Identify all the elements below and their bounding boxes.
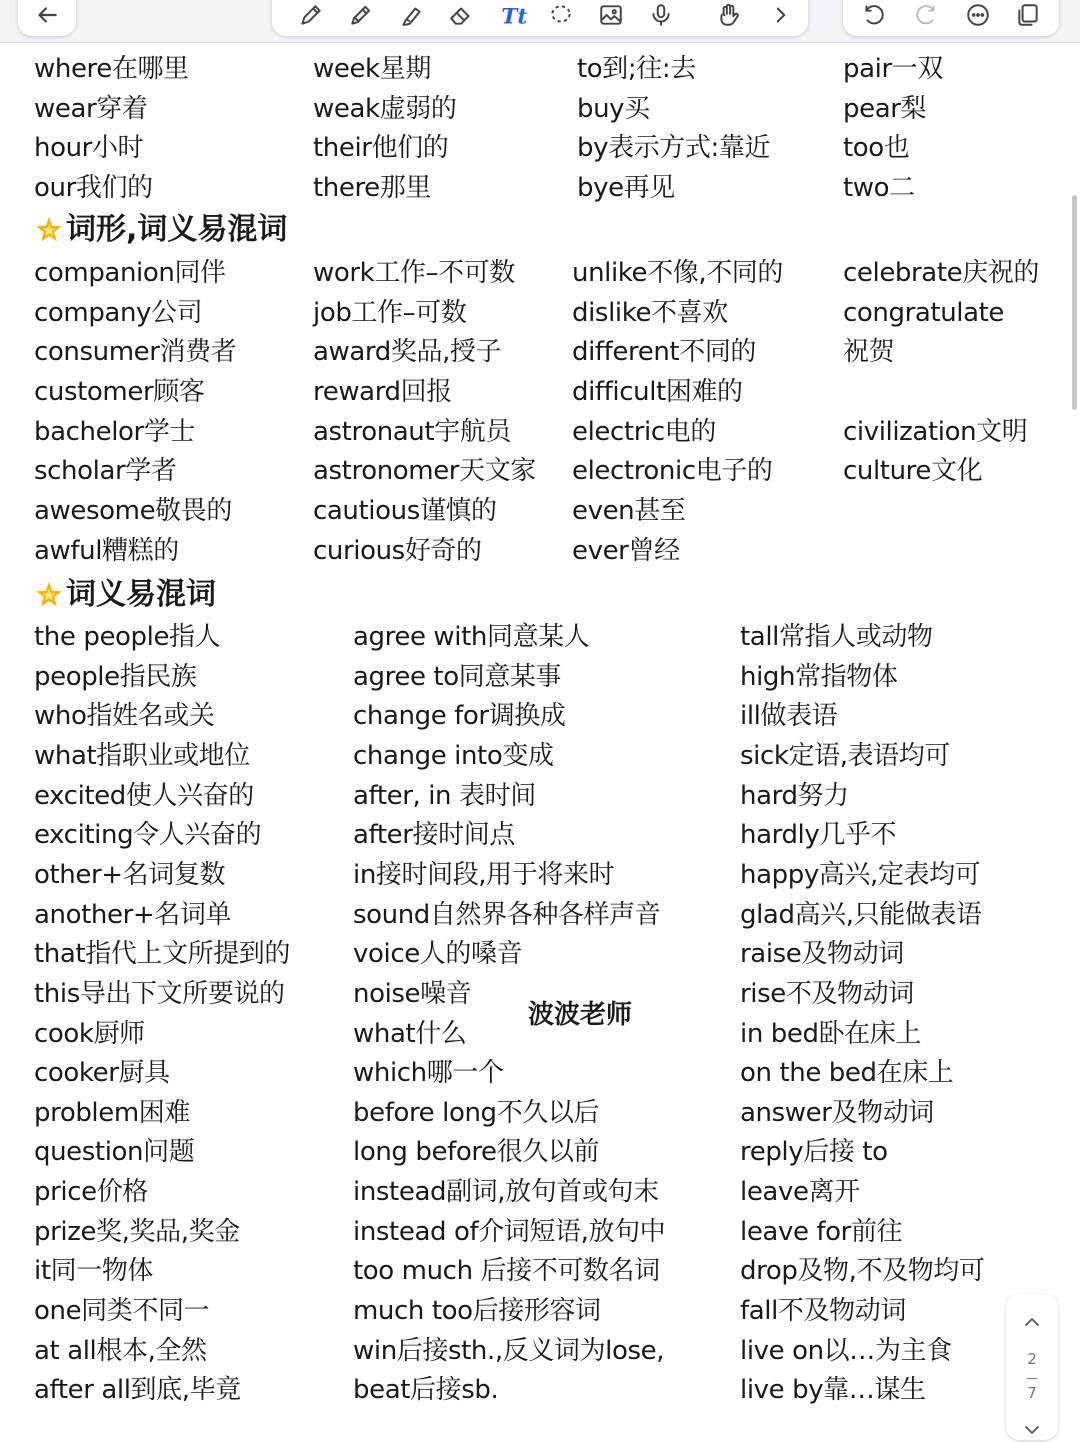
lasso-icon	[548, 2, 574, 28]
vocab-entry: instead of介词短语,放句中	[353, 1217, 666, 1247]
vertical-scrollbar[interactable]	[1072, 195, 1077, 410]
lasso-tool-button[interactable]	[544, 0, 578, 30]
vocab-entry: fall不及物动词	[740, 1296, 906, 1326]
vocab-entry: after接时间点	[353, 820, 515, 850]
vocab-entry: awesome敬畏的	[34, 496, 232, 526]
back-button[interactable]	[30, 0, 64, 30]
vocab-entry: to到;往:去	[577, 54, 696, 84]
vocab-entry: who指姓名或关	[34, 701, 215, 731]
vocab-entry: bachelor学士	[34, 417, 196, 447]
vocab-entry: agree with同意某人	[353, 622, 590, 652]
vocab-entry: unlike不像,不同的	[572, 258, 783, 288]
vocab-entry: even甚至	[572, 496, 686, 526]
microphone-icon	[648, 2, 674, 28]
vocab-entry: congratulate	[843, 298, 1005, 328]
vocab-entry: dislike不喜欢	[572, 298, 728, 328]
vocab-entry: wear穿着	[34, 94, 148, 124]
vocab-entry: excited使人兴奋的	[34, 781, 254, 811]
vocab-entry: awful糟糕的	[34, 536, 179, 566]
more-tools-button[interactable]	[764, 0, 798, 30]
vocab-entry: astronaut宇航员	[313, 417, 511, 447]
vocab-entry: our我们的	[34, 173, 153, 203]
vocab-entry: hardly几乎不	[740, 820, 897, 850]
vocab-entry: week星期	[313, 54, 431, 84]
vocab-entry: after all到底,毕竟	[34, 1375, 241, 1405]
star-icon	[34, 215, 64, 245]
vocab-entry: much too后接形容词	[353, 1296, 601, 1326]
vocab-entry: job工作–可数	[313, 298, 467, 328]
vocab-entry: prize奖,奖品,奖金	[34, 1217, 240, 1247]
vocab-entry: that指代上文所提到的	[34, 939, 291, 969]
vocab-entry: work工作–不可数	[313, 258, 515, 288]
vocab-entry: there那里	[313, 173, 431, 203]
image-icon	[598, 2, 624, 28]
vocab-entry: noise噪音	[353, 979, 472, 1009]
vocab-entry: civilization文明	[843, 417, 1028, 447]
vocab-entry: scholar学者	[34, 456, 177, 486]
vocab-entry: agree to同意某事	[353, 662, 562, 692]
vocab-entry: reply后接 to	[740, 1137, 888, 1167]
vocab-entry: the people指人	[34, 622, 221, 652]
eraser-icon	[448, 2, 474, 28]
tool-palette	[272, 0, 808, 36]
page-separator	[1027, 1378, 1037, 1379]
pages-button[interactable]	[1011, 0, 1045, 30]
vocab-entry: company公司	[34, 298, 203, 328]
image-tool-button[interactable]	[594, 0, 628, 30]
vocab-entry: it同一物体	[34, 1256, 154, 1286]
author-watermark: 波波老师	[528, 1000, 633, 1030]
vocab-entry: cooker厨具	[34, 1058, 170, 1088]
vocab-entry: sound自然界各种各样声音	[353, 900, 661, 930]
vocab-entry: exciting令人兴奋的	[34, 820, 262, 850]
vocab-entry: award奖品,授子	[313, 337, 502, 367]
vocab-entry: at all根本,全然	[34, 1336, 207, 1366]
highlighter-icon	[398, 2, 424, 28]
vocab-entry: after, in 表时间	[353, 781, 536, 811]
note-page[interactable]	[0, 42, 1080, 1440]
chevron-up-icon[interactable]	[1020, 1310, 1044, 1334]
vocab-entry: two二	[843, 173, 915, 203]
vocab-entry: ever曾经	[572, 536, 680, 566]
highlighter-tool-button[interactable]	[394, 0, 428, 30]
eraser-tool-button[interactable]	[444, 0, 478, 30]
vocab-entry: one同类不同一	[34, 1296, 210, 1326]
svg-text:Tt: Tt	[501, 4, 528, 30]
page-navigator	[1006, 1294, 1058, 1440]
vocab-entry: price价格	[34, 1177, 148, 1207]
vocab-entry: hour小时	[34, 133, 144, 163]
vocab-entry: sick定语,表语均可	[740, 741, 950, 771]
vocab-entry: too也	[843, 133, 910, 163]
vocab-entry: electronic电子的	[572, 456, 773, 486]
chevron-right-icon	[768, 2, 794, 28]
text-tool-button[interactable]	[494, 0, 528, 30]
vocab-entry: different不同的	[572, 337, 757, 367]
vocab-entry: this导出下文所要说的	[34, 979, 285, 1009]
vocab-entry: their他们的	[313, 133, 449, 163]
pages-icon	[1015, 2, 1041, 28]
vocab-entry: long before很久以前	[353, 1137, 600, 1167]
vocab-entry: win后接sth.,反义词为lose,	[353, 1336, 665, 1366]
vocab-entry: before long不久以后	[353, 1098, 600, 1128]
vocab-entry: buy买	[577, 94, 650, 124]
vocab-entry: astronomer天文家	[313, 456, 536, 486]
vocab-entry: consumer消费者	[34, 337, 237, 367]
hand-tool-button[interactable]	[712, 0, 746, 30]
actions-pill	[843, 0, 1059, 36]
top-toolbar	[0, 0, 1080, 43]
vocab-entry: live by靠…谋生	[740, 1375, 926, 1405]
vocab-entry: too much 后接不可数名词	[353, 1256, 660, 1286]
vocab-entry: leave for前往	[740, 1217, 903, 1247]
vocab-entry: 祝贺	[843, 337, 895, 367]
vocab-entry: change into变成	[353, 741, 554, 771]
text-icon	[498, 2, 528, 30]
vocab-entry: what指职业或地位	[34, 741, 250, 771]
total-page-count: 7	[1027, 1384, 1037, 1402]
more-button[interactable]	[961, 0, 995, 30]
vocab-entry: people指民族	[34, 662, 197, 692]
vocab-entry: weak虚弱的	[313, 94, 457, 124]
vocab-entry: hard努力	[740, 781, 849, 811]
undo-button[interactable]	[857, 0, 891, 30]
chevron-down-icon[interactable]	[1020, 1418, 1044, 1442]
vocab-entry: live on以…为主食	[740, 1336, 952, 1366]
back-arrow-icon	[34, 2, 60, 28]
vocab-entry: what什么	[353, 1019, 467, 1049]
back-pill	[18, 0, 76, 36]
more-icon	[965, 2, 991, 28]
current-page-number: 2	[1027, 1350, 1037, 1368]
vocab-entry: where在哪里	[34, 54, 189, 84]
vocab-entry: rise不及物动词	[740, 979, 914, 1009]
section-heading	[34, 209, 287, 251]
vocab-entry: other+名词复数	[34, 860, 226, 890]
vocab-entry: drop及物,不及物均可	[740, 1256, 985, 1286]
vocab-entry: in接时间段,用于将来时	[353, 860, 615, 890]
vocab-entry: pair一双	[843, 54, 943, 84]
vocab-entry: tall常指人或动物	[740, 622, 933, 652]
vocab-entry: answer及物动词	[740, 1098, 934, 1128]
vocab-entry: in bed卧在床上	[740, 1019, 921, 1049]
vocab-entry: raise及物动词	[740, 939, 904, 969]
vocab-entry: glad高兴,只能做表语	[740, 900, 982, 930]
section-heading	[34, 574, 216, 616]
vocab-entry: culture文化	[843, 456, 983, 486]
section-heading-text: 词义易混词	[66, 577, 216, 612]
vocab-entry: beat后接sb.	[353, 1375, 499, 1405]
vocab-entry: companion同伴	[34, 258, 226, 288]
vocab-entry: curious好奇的	[313, 536, 482, 566]
pen-icon	[298, 2, 324, 28]
vocab-entry: on the bed在床上	[740, 1058, 954, 1088]
pencil-icon	[348, 2, 374, 28]
vocab-entry: electric电的	[572, 417, 716, 447]
vocab-entry: cautious谨慎的	[313, 496, 497, 526]
redo-icon	[913, 2, 939, 28]
vocab-entry: by表示方式:靠近	[577, 133, 771, 163]
hand-icon	[716, 2, 742, 28]
vocab-entry: voice人的嗓音	[353, 939, 523, 969]
vocab-entry: another+名词单	[34, 900, 232, 930]
vocab-entry: difficult困难的	[572, 377, 743, 407]
vocab-entry: happy高兴,定表均可	[740, 860, 981, 890]
pencil-tool-button[interactable]	[344, 0, 378, 30]
star-icon	[34, 580, 64, 610]
vocab-entry: celebrate庆祝的	[843, 258, 1040, 288]
vocab-entry: leave离开	[740, 1177, 860, 1207]
vocab-entry: question问题	[34, 1137, 195, 1167]
vocab-entry: high常指物体	[740, 662, 898, 692]
vocab-entry: which哪一个	[353, 1058, 504, 1088]
undo-icon	[861, 2, 887, 28]
voice-tool-button[interactable]	[644, 0, 678, 30]
vocab-entry: instead副词,放句首或句末	[353, 1177, 659, 1207]
vocab-entry: change for调换成	[353, 701, 566, 731]
vocab-entry: problem困难	[34, 1098, 190, 1128]
vocab-entry: customer顾客	[34, 377, 205, 407]
vocab-entry: ill做表语	[740, 701, 838, 731]
vocab-entry: pear梨	[843, 94, 927, 124]
redo-button[interactable]	[909, 0, 943, 30]
vocab-entry: bye再见	[577, 173, 675, 203]
pen-tool-button[interactable]	[294, 0, 328, 30]
vocab-entry: cook厨师	[34, 1019, 145, 1049]
vocab-entry: reward回报	[313, 377, 452, 407]
section-heading-text: 词形,词义易混词	[66, 212, 288, 247]
